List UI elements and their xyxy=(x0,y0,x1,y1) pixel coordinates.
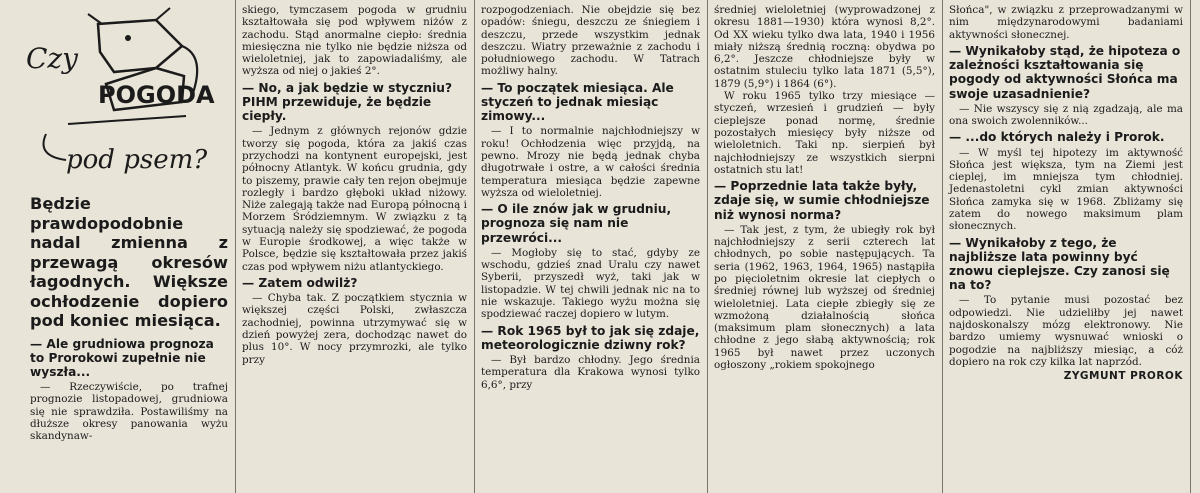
answer-9: — W myśl tej hipotezy im aktywność Słońca jest większa, tym na Ziemi jest cieplej, im mniejsza tym chłodniej. Jedenastoletni cykl zmian aktywności Słońca zamyka się w 1968. Zbliżamy się zatem do nowego maksimum plam słonecznych. xyxy=(949,146,1183,233)
paragraph: rozpogodzeniach. Nie obejdzie się bez opadów: śniegu, deszczu ze śniegiem i deszczu, przede wszystkim jednak deszczu. Wiatry przeważnie z zachodu i południowego zachodu. W Tatrach możliwy halny. xyxy=(481,4,700,78)
answer-10: — To pytanie musi pozostać bez odpowiedzi. Nie udzieliłby jej nawet najdoskonalszy mózg elektronowy. Nie bardzo umiemy wysnuwać wnioski o pogodzie na najbliższy miesiąc, a cóż dopiero na rok czy kilka lat naprzód. xyxy=(949,294,1183,368)
paragraph: W roku 1965 tylko trzy miesiące — styczeń, wrzesień i grudzień — były cieplejsze ponad normę, średnie pozostałych miesięcy były niższe od wieloletnich. Taki np. sierpień był najchłodniejszy ze wszystkich sierpni ostatnich stu lat! xyxy=(714,90,935,176)
logo-pod-psem: pod psem? xyxy=(66,145,208,175)
column-3 xyxy=(475,0,706,493)
column-4 xyxy=(708,0,941,493)
question-9: — ...do których należy i Prorok. xyxy=(949,130,1165,145)
paragraph: Słońca", w związku z przeprowadzanymi w nim międzynarodowymi badaniami aktywności słonecznej. xyxy=(949,4,1183,41)
question-8: — Wynikałoby stąd, że hipoteza o zależności kształtowania się pogody od aktywności Słońca ma swoje uzasadnienie? xyxy=(949,43,1181,101)
answer-4: — I to normalnie najchłodniejszy w roku! Ochłodzenia więc przyjdą, na pewno. Mrozy nie będą jednak chyba długotrwałe i ostre, a w całości średnia temperatura miesiąca będzie zapewne wyższa od wieloletniej. xyxy=(481,125,700,199)
lead-paragraph: Będzie prawdopodobnie nadal zmienna z przewagą okresów łagodnych. Większe ochłodzenie dopiero pod koniec miesiąca. xyxy=(30,194,228,330)
answer-5: — Mogłoby się to stać, gdyby ze wschodu, gdzieś znad Uralu czy nawet Syberii, przyszedł wyż, taki jak w listopadzie. W tej chwili jednak nic na to nie wskazuje. Takiego wyżu można się spodziewać raczej dopiero w lutym. xyxy=(481,246,700,321)
column-rule xyxy=(1190,0,1191,493)
answer-3: — Chyba tak. Z początkiem stycznia w większej części Polski, zwłaszcza zachodniej, powinna utrzymywać się w dzień powyżej zera, dochodząc nawet do plus 10°. W nocy przymrozki, ale tylko przy xyxy=(242,292,467,366)
logo-czy: Czy xyxy=(26,42,78,75)
pogoda-pod-psem-logo xyxy=(6,6,231,178)
author-signature: ZYGMUNT PROROK xyxy=(1063,370,1183,383)
column-1 xyxy=(0,0,234,493)
question-10: — Wynikałoby z tego, że najbliższe lata powinny być znowu cieplejsze. Czy zanosi się na to? xyxy=(949,235,1170,293)
question-5: — O ile znów jak w grudniu, prognoza się nam nie przewróci... xyxy=(481,202,672,245)
column-2 xyxy=(236,0,473,493)
answer-8: — Nie wszyscy się z nią zgadzają, ale ma ona swoich zwolenników... xyxy=(949,102,1183,127)
logo-pogoda: POGODA xyxy=(98,81,215,109)
answer-2: — Jednym z głównych rejonów gdzie tworzy się pogoda, która za jakiś czas przychodzi na kontynent europejski, jest północny Atlantyk. W końcu grudnia, gdy to piszemy, prawie cały ten rejon obejmuje rozległy i bardzo głęboki układ niżowy. Niże zalegają także nad Europą północną i Morzem Śródziemnym. W związku z tą sytuacją należy się spodziewać, że pogoda w Europie środkowej, a więc także w Polsce, będzie się kształtowała przez jakiś czas pod wpływem niżu atlantyckiego. xyxy=(242,125,467,273)
question-1: — Ale grudniowa prognoza to Prorokowi zupełnie nie wyszła... xyxy=(30,336,214,379)
column-5 xyxy=(943,0,1189,493)
question-4: — To początek miesiąca. Ale styczeń to jednak miesiąc zimowy... xyxy=(481,80,674,124)
answer-1: — Rzeczywiście, po trafnej prognozie listopadowej, grudniowa się nie sprawdziła. Postawiliśmy na dłuższe okresy panowania wyżu skandynaw- xyxy=(30,381,228,443)
question-3: — Zatem odwilż? xyxy=(242,275,358,290)
answer-6: — Był bardzo chłodny. Jego średnia temperatura dla Krakowa wynosi tylko 6,6°, przy xyxy=(481,353,700,391)
paragraph: średniej wieloletniej (wyprowadzonej z okresu 1881—1930) która wynosi 8,2°. Od XX wieku tylko dwa lata, 1940 i 1956 miały niższą średnią roczną: obydwa po 6,2°. Jeszcze chłodniejsze były w ostatnim stuleciu tylko lata 1871 (5,5°), 1879 (5,9°) i 1864 (6°). xyxy=(714,4,935,90)
question-6: — Rok 1965 był to jak się zdaje, meteorologicznie dziwny rok? xyxy=(481,323,700,352)
answer-7: — Tak jest, z tym, że ubiegły rok był najchłodniejszy z serii czterech lat chłodnych, po sobie następujących. Ta seria (1962, 1963, 1964, 1965) nastąpiła po pięcioletnim okresie lat ciepłych o średniej równej lub wyższej od średniej wieloletniej. Lata ciepłe zbiegły się ze wzmożoną działalnością słońca (maksimum plam słonecznych) a lata chłodne z jego słabą aktywnością; rok 1965 był nawet przez uczonych ogłoszony „rokiem spokojnego xyxy=(714,223,935,372)
question-7: — Poprzednie lata także były, zdaje się, w sumie chłodniejsze niż wynosi norma? xyxy=(714,179,930,222)
dog-head-icon xyxy=(6,6,231,178)
question-2: — No, a jak będzie w styczniu? PIHM przewiduje, że będzie ciepły. xyxy=(242,80,453,124)
paragraph: skiego, tymczasem pogoda w grudniu kształtowała się pod wpływem niżów z zachodu. Stąd anormalne ciepło: średnia miesięczna nie tylko nie będzie niższa od wieloletniej, jak to zapowiadaliśmy, ale wyższa od niej o jakieś 2°. xyxy=(242,4,467,78)
